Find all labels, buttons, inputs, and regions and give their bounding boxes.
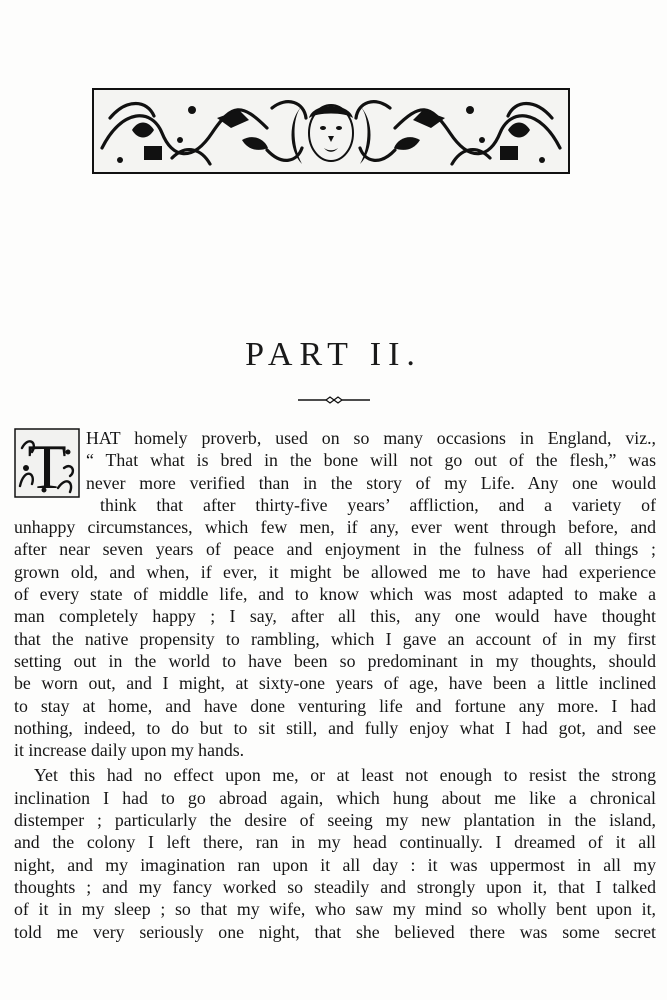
text-line: of every state of middle life, and to know which was most adapted to make a [14, 584, 656, 605]
text-line: think that after thirty-five years’ affliction, and a variety of [100, 494, 656, 515]
paragraph-1 [14, 427, 656, 761]
rule-ornament-icon [298, 394, 370, 406]
text-line: inclination I had to go abroad again, which hung about me like a chronical [14, 787, 656, 808]
text-line: after near seven years of peace and enjoyment in the fulness of all things ; [14, 539, 656, 560]
text-line: Yet this had no effect upon me, or at least not enough to resist the strong [34, 765, 656, 786]
text-line: told me very seriously one night, that she believed there was some secret [14, 921, 656, 942]
text-line: distemper ; particularly the desire of seeing my new plantation in the island, [14, 810, 656, 831]
text-line: thoughts ; and my fancy worked so steadily and strongly upon it, that I talked [14, 876, 656, 897]
text-line: HAT homely proverb, used on so many occasions in England, viz., [86, 428, 656, 448]
ornamental-headpiece-icon [92, 88, 570, 174]
text-line: to stay at home, and have done venturing life and fortune any more. I had [14, 695, 656, 716]
text-line: nothing, indeed, to do but to sit still, and fully enjoy what I had got, and see [14, 717, 656, 738]
text-line: and the colony I left there, ran in my head continually. I dreamed of it all [14, 832, 656, 853]
text-line: never more verified than in the story of my Life. Any one would [86, 472, 656, 493]
text-line: man completely happy ; I say, after all this, any one would have thought [14, 606, 656, 627]
drop-cap-letter: T [27, 431, 67, 498]
body-text [14, 427, 656, 943]
text-line: grown old, and when, if ever, it might be allowed me to have had experience [14, 561, 656, 582]
text-line: that the native propensity to rambling, which I gave an account of in my first [14, 628, 656, 649]
text-line: be worn out, and I might, at sixty-one years of age, have been a little inclined [14, 673, 656, 694]
text-line: night, and my imagination ran upon it all day : it was uppermost in all my [14, 854, 656, 875]
text-line: setting out in the world to have been so predominant in my thoughts, should [14, 650, 656, 671]
text-line: “ That what is bred in the bone will not go out of the flesh,” was [86, 450, 656, 471]
part-title: PART II. [245, 336, 422, 373]
text-line: of it in my sleep ; so that my wife, who saw my mind so wholly bent upon it, [14, 899, 656, 920]
text-line: unhappy circumstances, which few men, if any, ever went through before, and [14, 517, 656, 538]
paragraph-2 [14, 764, 656, 942]
text-line: it increase daily upon my hands. [14, 740, 245, 761]
